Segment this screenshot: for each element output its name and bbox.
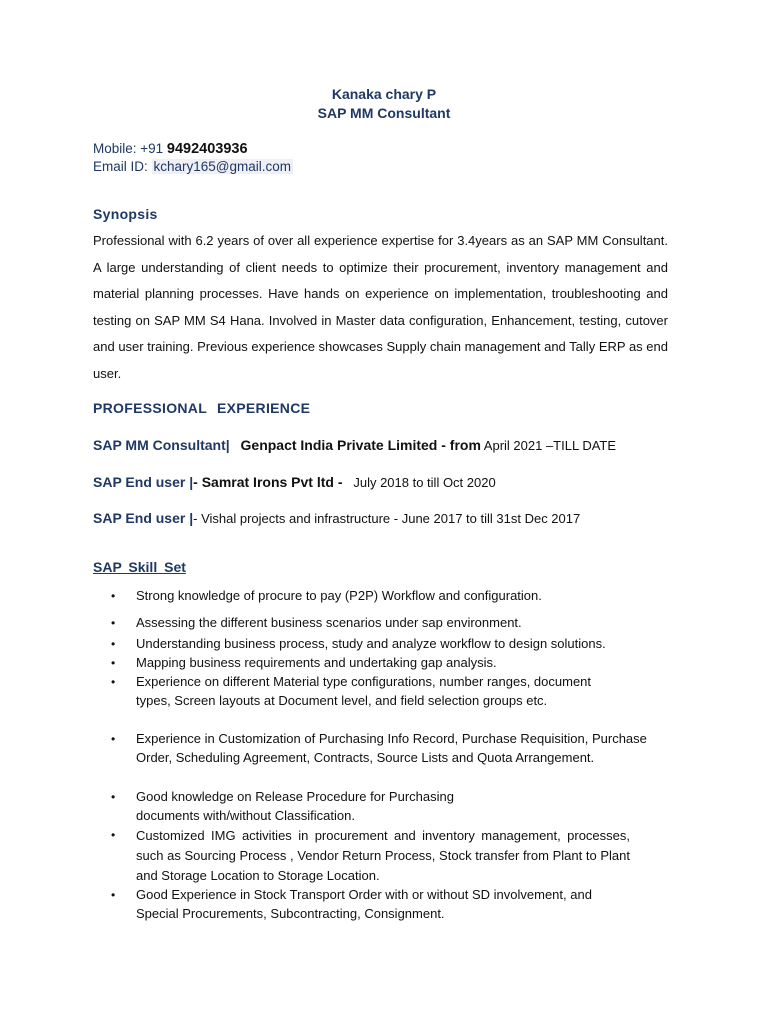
- skills-heading: SAP Skill Set: [93, 559, 186, 575]
- synopsis-heading: Synopsis: [93, 206, 158, 222]
- bullet: •: [111, 888, 116, 902]
- experience-dates: April 2021 –TILL DATE: [480, 438, 617, 453]
- bullet: •: [111, 589, 116, 603]
- skill-text: Good Experience in Stock Transport Order with or without SD involvement, and Special Procurements, Subcontracting, Consignment.: [136, 887, 592, 921]
- skill-text: Experience on different Material type configurations, number ranges, document types, Screen layouts at Document level, and field selection groups etc.: [136, 674, 592, 708]
- experience-role: SAP End user |: [93, 510, 194, 526]
- experience-heading: PROFESSIONAL EXPERIENCE: [93, 400, 311, 416]
- mobile-line: [93, 141, 248, 157]
- synopsis-text: Professional with 6.2 years of over all experience expertise for 3.4years as an SAP MM Consultant. A large understanding of client needs to optimize their procurement, inventory management and material planning processes. Have hands on experience on implementation, troubleshooting and testing on SAP MM S4 Hana. Involved in Master data configuration, Enhancement, testing, cutover and user training. Previous experience showcases Supply chain management and Tally ERP as end user.: [93, 233, 668, 381]
- skill-text: Good knowledge on Release Procedure for Purchasing documents with/without Classification.: [136, 789, 454, 823]
- experience-dates: - Vishal projects and infrastructure - June 2017 to till 31st Dec 2017: [193, 511, 581, 526]
- bullet: •: [111, 675, 116, 689]
- bullet: •: [111, 616, 116, 630]
- experience-company: - Samrat Irons Pvt ltd -: [193, 474, 343, 490]
- candidate-role: SAP MM Consultant: [317, 105, 451, 121]
- email-line: [93, 159, 293, 174]
- experience-item: [93, 510, 580, 526]
- bullet: •: [111, 828, 116, 842]
- skill-text: Experience in Customization of Purchasing Info Record, Purchase Requisition, Purchase Order, Scheduling Agreement, Contracts, Source Lists and Quota Arrangement.: [136, 731, 647, 765]
- mobile-label: Mobile: +91: [93, 141, 167, 156]
- skill-text: Assessing the different business scenarios under sap environment.: [136, 615, 522, 630]
- bullet: •: [111, 656, 116, 670]
- skill-text: Mapping business requirements and undertaking gap analysis.: [136, 655, 497, 670]
- bullet: •: [111, 790, 116, 804]
- experience-item: [93, 474, 496, 490]
- skill-text: Understanding business process, study and analyze workflow to design solutions.: [136, 636, 606, 651]
- mobile-number: 9492403936: [166, 141, 248, 157]
- skill-text: Strong knowledge of procure to pay (P2P) Workflow and configuration.: [136, 588, 542, 603]
- skill-text: Customized IMG activities in procurement and inventory management, processes, such as Sourcing Process , Vendor Return Process, Stock transfer from Plant to Plant and Storage Location to Storage Location.: [136, 828, 630, 883]
- experience-item: [93, 437, 616, 453]
- email-label: Email ID:: [93, 159, 152, 174]
- experience-role: SAP MM Consultant|: [93, 437, 230, 453]
- experience-company: Genpact India Private Limited - from: [240, 437, 481, 453]
- experience-role: SAP End user |: [93, 474, 194, 490]
- experience-dates: July 2018 to till Oct 2020: [353, 475, 496, 490]
- candidate-name: Kanaka chary P: [331, 86, 437, 102]
- bullet: •: [111, 732, 116, 746]
- bullet: •: [111, 637, 116, 651]
- email-link[interactable]: kchary165@gmail.com: [153, 159, 292, 174]
